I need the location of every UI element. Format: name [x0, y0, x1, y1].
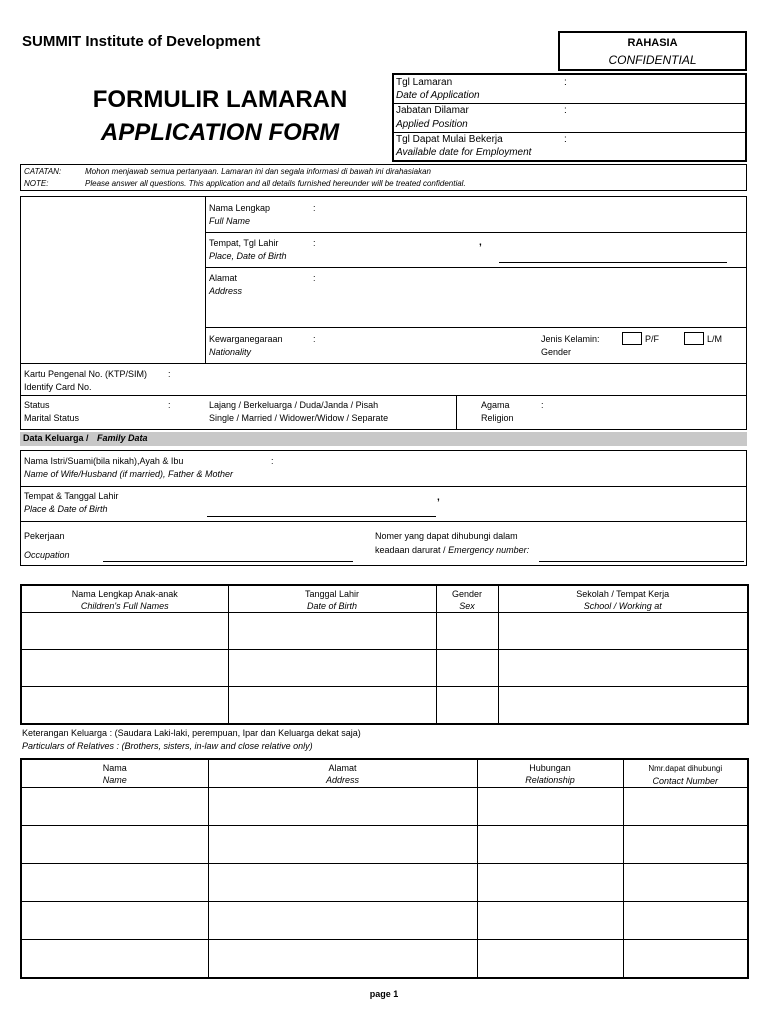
spouse-parents-colon: :: [271, 456, 274, 466]
religion-sub: Religion: [481, 413, 514, 423]
table-cell[interactable]: [436, 687, 498, 724]
notes-text-en: Please answer all questions. This application and all details furnished hereunder will be treated confidential.: [85, 179, 466, 188]
date-of-application-colon: :: [564, 77, 567, 88]
confidential-box: [558, 31, 747, 71]
confidential-label-en: CONFIDENTIAL: [608, 53, 697, 67]
table-row: [21, 940, 748, 978]
family-birth-line[interactable]: [207, 516, 436, 517]
available-date-colon: :: [564, 134, 567, 145]
gender-sub: Gender: [541, 347, 572, 357]
family-data-title-id: Data Keluarga /: [23, 433, 89, 443]
available-date-label: Tgl Dapat Mulai Bekerja: [396, 134, 503, 145]
nationality-colon: :: [313, 334, 316, 344]
table-cell[interactable]: [623, 788, 748, 826]
emergency-number-sub: Emergency number:: [448, 545, 530, 555]
table-cell[interactable]: [208, 826, 477, 864]
table-row: [21, 864, 748, 902]
spouse-parents-label: Nama Istri/Suami(bila nikah),Ayah & Ibu: [24, 456, 184, 466]
relatives-header-name: Nama Name: [21, 759, 208, 788]
occupation-line[interactable]: [103, 561, 353, 562]
children-header-dob: Tanggal Lahir Date of Birth: [228, 585, 436, 613]
table-cell[interactable]: [21, 613, 228, 650]
table-cell[interactable]: [623, 864, 748, 902]
birth-colon: :: [313, 238, 316, 248]
table-row: [21, 826, 748, 864]
religion-colon: :: [541, 400, 544, 410]
relatives-sub: Particulars of Relatives : (Brothers, sisters, in-law and close relative only): [22, 741, 313, 751]
gender-male-label: L/M: [707, 334, 723, 344]
religion-label: Agama: [481, 400, 510, 410]
table-cell[interactable]: [498, 650, 748, 687]
emergency-number-line[interactable]: [539, 561, 744, 562]
table-cell[interactable]: [477, 902, 623, 940]
emergency-number-label-id: keadaan darurat /: [375, 545, 446, 555]
family-data-header: [20, 432, 747, 446]
table-cell[interactable]: [477, 940, 623, 978]
table-row: [21, 613, 748, 650]
birth-sub: Place, Date of Birth: [209, 251, 287, 261]
spouse-parents-sub: Name of Wife/Husband (if married), Father & Mother: [24, 469, 233, 479]
children-header-gender: Gender Sex: [436, 585, 498, 613]
children-header-school: Sekolah / Tempat Kerja School / Working at: [498, 585, 748, 613]
table-cell[interactable]: [477, 864, 623, 902]
relatives-header-contact: Nmr.dapat dihubungi Contact Number: [623, 759, 748, 788]
table-cell[interactable]: [498, 613, 748, 650]
relatives-header-address: Alamat Address: [208, 759, 477, 788]
marital-status-options-id: Lajang / Berkeluarga / Duda/Janda / Pisah: [209, 400, 379, 410]
table-cell[interactable]: [228, 650, 436, 687]
marital-status-options-en: Single / Married / Widower/Widow / Separate: [209, 413, 389, 423]
family-birth-sub: Place & Date of Birth: [24, 504, 108, 514]
table-cell[interactable]: [477, 788, 623, 826]
date-of-application-sub: Date of Application: [396, 90, 480, 101]
table-row: [21, 788, 748, 826]
table-cell[interactable]: [498, 687, 748, 724]
table-cell[interactable]: [436, 650, 498, 687]
marital-status-sub: Marital Status: [24, 413, 80, 423]
table-cell[interactable]: [21, 650, 228, 687]
table-cell[interactable]: [623, 826, 748, 864]
notes-label-id: CATATAN:: [24, 167, 62, 176]
gender-female-checkbox[interactable]: [622, 332, 642, 345]
photo-area: [21, 197, 205, 363]
occupation-sub: Occupation: [24, 550, 70, 560]
id-card-label: Kartu Pengenal No. (KTP/SIM): [24, 369, 148, 379]
address-label: Alamat: [209, 273, 238, 283]
id-card-sub: Identify Card No.: [24, 382, 92, 392]
family-data-title-en: Family Data: [97, 433, 148, 443]
table-row: [21, 687, 748, 724]
emergency-number-label: Nomer yang dapat dihubungi dalam: [375, 531, 518, 541]
organization-name: SUMMIT Institute of Development: [22, 33, 261, 50]
marital-status-label: Status: [24, 400, 50, 410]
table-cell[interactable]: [21, 902, 208, 940]
full-name-label: Nama Lengkap: [209, 203, 271, 213]
personal-data-box: [20, 196, 747, 430]
notes-label-en: NOTE:: [24, 179, 49, 188]
table-cell[interactable]: [228, 613, 436, 650]
table-cell[interactable]: [208, 902, 477, 940]
id-card-colon: :: [168, 369, 171, 379]
available-date-sub: Available date for Employment: [396, 147, 532, 158]
applied-position-label: Jabatan Dilamar: [396, 105, 469, 116]
emergency-number-label-2: [375, 545, 529, 555]
nationality-label: Kewarganegaraan: [209, 334, 283, 344]
table-cell[interactable]: [477, 826, 623, 864]
address-colon: :: [313, 273, 316, 283]
children-header-name: Nama Lengkap Anak-anak Children's Full Names: [21, 585, 228, 613]
form-title-indonesian: FORMULIR LAMARAN: [92, 86, 348, 113]
date-of-application-label: Tgl Lamaran: [396, 77, 453, 88]
table-cell[interactable]: [623, 902, 748, 940]
full-name-sub: Full Name: [209, 216, 251, 226]
marital-status-colon: :: [168, 400, 171, 410]
table-cell[interactable]: [21, 687, 228, 724]
table-cell[interactable]: [436, 613, 498, 650]
table-row: [21, 902, 748, 940]
application-info-box: [392, 73, 747, 162]
family-birth-comma: ,: [437, 492, 440, 503]
table-cell[interactable]: [21, 864, 208, 902]
table-cell[interactable]: [208, 788, 477, 826]
relatives-table: [20, 758, 749, 979]
form-title-english: APPLICATION FORM: [100, 119, 340, 146]
table-cell[interactable]: [228, 687, 436, 724]
family-data-box: [20, 450, 747, 566]
notes-box: [20, 164, 747, 191]
nationality-sub: Nationality: [209, 347, 252, 357]
confidential-label-id: RAHASIA: [627, 37, 678, 49]
birth-comma: ,: [479, 237, 482, 248]
table-cell[interactable]: [208, 864, 477, 902]
table-cell[interactable]: [21, 940, 208, 978]
gender-label: Jenis Kelamin:: [541, 334, 600, 344]
page-number: page 1: [369, 989, 399, 999]
gender-male-checkbox[interactable]: [684, 332, 704, 345]
table-cell[interactable]: [21, 788, 208, 826]
table-cell[interactable]: [208, 940, 477, 978]
applied-position-sub: Applied Position: [396, 119, 468, 130]
applied-position-colon: :: [564, 105, 567, 116]
address-sub: Address: [209, 286, 243, 296]
full-name-colon: :: [313, 203, 316, 213]
gender-female-label: P/F: [645, 334, 660, 344]
table-row: [21, 650, 748, 687]
children-table: [20, 584, 749, 725]
relatives-title: Keterangan Keluarga : (Saudara Laki-laki, perempuan, Ipar dan Keluarga dekat saja): [22, 728, 361, 738]
birth-label: Tempat, Tgl Lahir: [209, 238, 279, 248]
family-birth-label: Tempat & Tanggal Lahir: [24, 491, 119, 501]
occupation-label: Pekerjaan: [24, 531, 65, 541]
relatives-header-relationship: Hubungan Relationship: [477, 759, 623, 788]
notes-text-id: Mohon menjawab semua pertanyaan. Lamaran ini dan segala informasi di bawah ini dirahasiakan: [85, 167, 431, 176]
table-cell[interactable]: [21, 826, 208, 864]
table-cell[interactable]: [623, 940, 748, 978]
birth-date-line[interactable]: [499, 262, 727, 263]
